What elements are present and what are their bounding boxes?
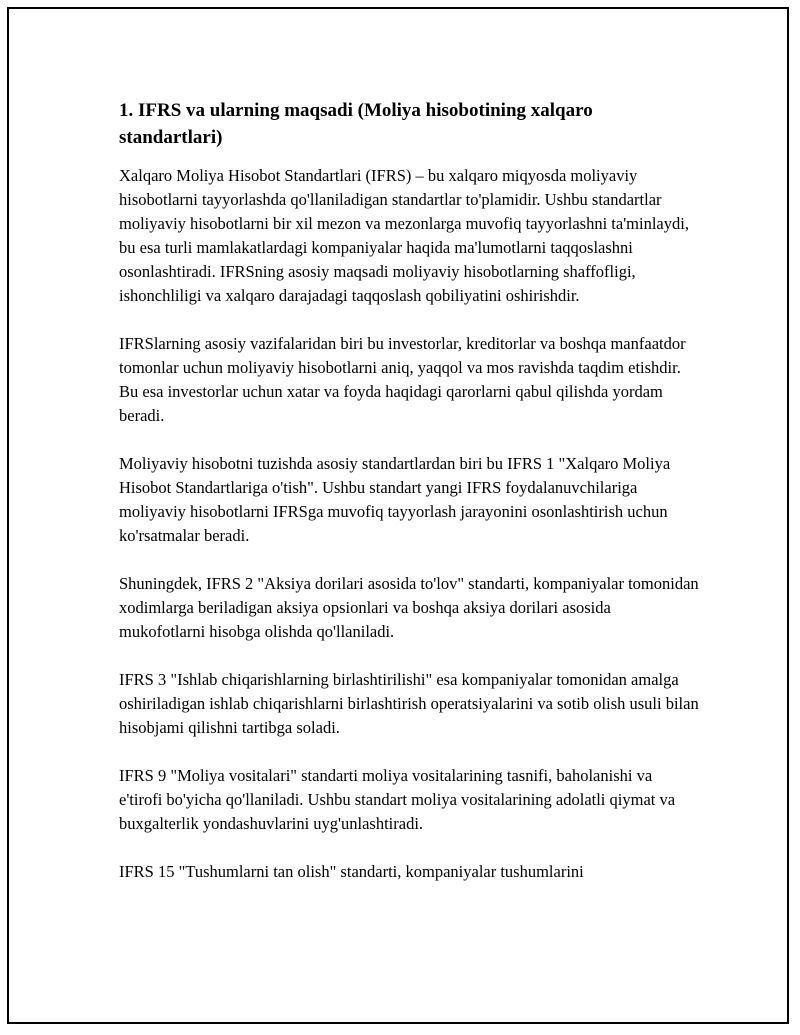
document-title: 1. IFRS va ularning maqsadi (Moliya hisobotining xalqaro standartlari) (119, 100, 593, 148)
paragraph-ifrs-15: IFRS 15 "Tushumlarni tan olish" standarti, kompaniyalar tushumlarini (119, 862, 584, 881)
paragraph-ifrs-2: Shuningdek, IFRS 2 "Aksiya dorilari asosida to'lov" standarti, kompaniyalar tomonidan xodimlarga beriladigan aksiya opsionlari va boshqa aksiya dorilari asosida mukofotlarni hisobga olishda qo'llaniladi. (119, 574, 699, 641)
paragraph-ifrs-definition: Xalqaro Moliya Hisobot Standartlari (IFRS) – bu xalqaro miqyosda moliyaviy hisobotlarni tayyorlashda qo'llaniladigan standartlar to'plamidir. Ushbu standartlar moliyaviy hisobotlarni bir xil mezon va mezonlarga muvofiq tayyorlashni ta'minlaydi, bu esa turli mamlakatlardagi kompaniyalar haqida ma'lumotlarni taqqoslashni osonlashtiradi. IFRSning asosiy maqsadi moliyaviy hisobotlarning shaffofligi, ishonchliligi va xalqaro darajadagi taqqoslash qobiliyatini oshirishdir. (119, 166, 689, 305)
paragraph-ifrs-9: IFRS 9 "Moliya vositalari" standarti moliya vositalarining tasnifi, baholanishi va e'tirofi bo'yicha qo'llaniladi. Ushbu standart moliya vositalarining adolatli qiymat va buxgalterlik yondashuvlarini uyg'unlashtiradi. (119, 766, 676, 833)
paragraph-ifrs-tasks: IFRSlarning asosiy vazifalaridan biri bu investorlar, kreditorlar va boshqa manfaatdor tomonlar uchun moliyaviy hisobotlarni aniq, yaqqol va mos ravishda taqdim etishdir. Bu esa investorlar uchun xatar va foyda haqidagi qarorlarni qabul qilishda yordam beradi. (119, 334, 686, 425)
document-page (7, 7, 789, 1024)
paragraph-ifrs-1: Moliyaviy hisobotni tuzishda asosiy standartlardan biri bu IFRS 1 "Xalqaro Moliya Hisobot Standartlariga o'tish". Ushbu standart yangi IFRS foydalanuvchilariga moliyaviy hisobotlarni IFRSga muvofiq tayyorlash jarayonini osonlashtirish uchun ko'rsatmalar beradi. (119, 454, 671, 545)
paragraph-ifrs-3: IFRS 3 "Ishlab chiqarishlarning birlashtirilishi" esa kompaniyalar tomonidan amalga oshiriladigan ishlab chiqarishlarni birlashtirish operatsiyalarini va sotib olish usuli bilan hisobjami qilishni tartibga soladi. (119, 670, 699, 737)
document-content (119, 97, 699, 908)
